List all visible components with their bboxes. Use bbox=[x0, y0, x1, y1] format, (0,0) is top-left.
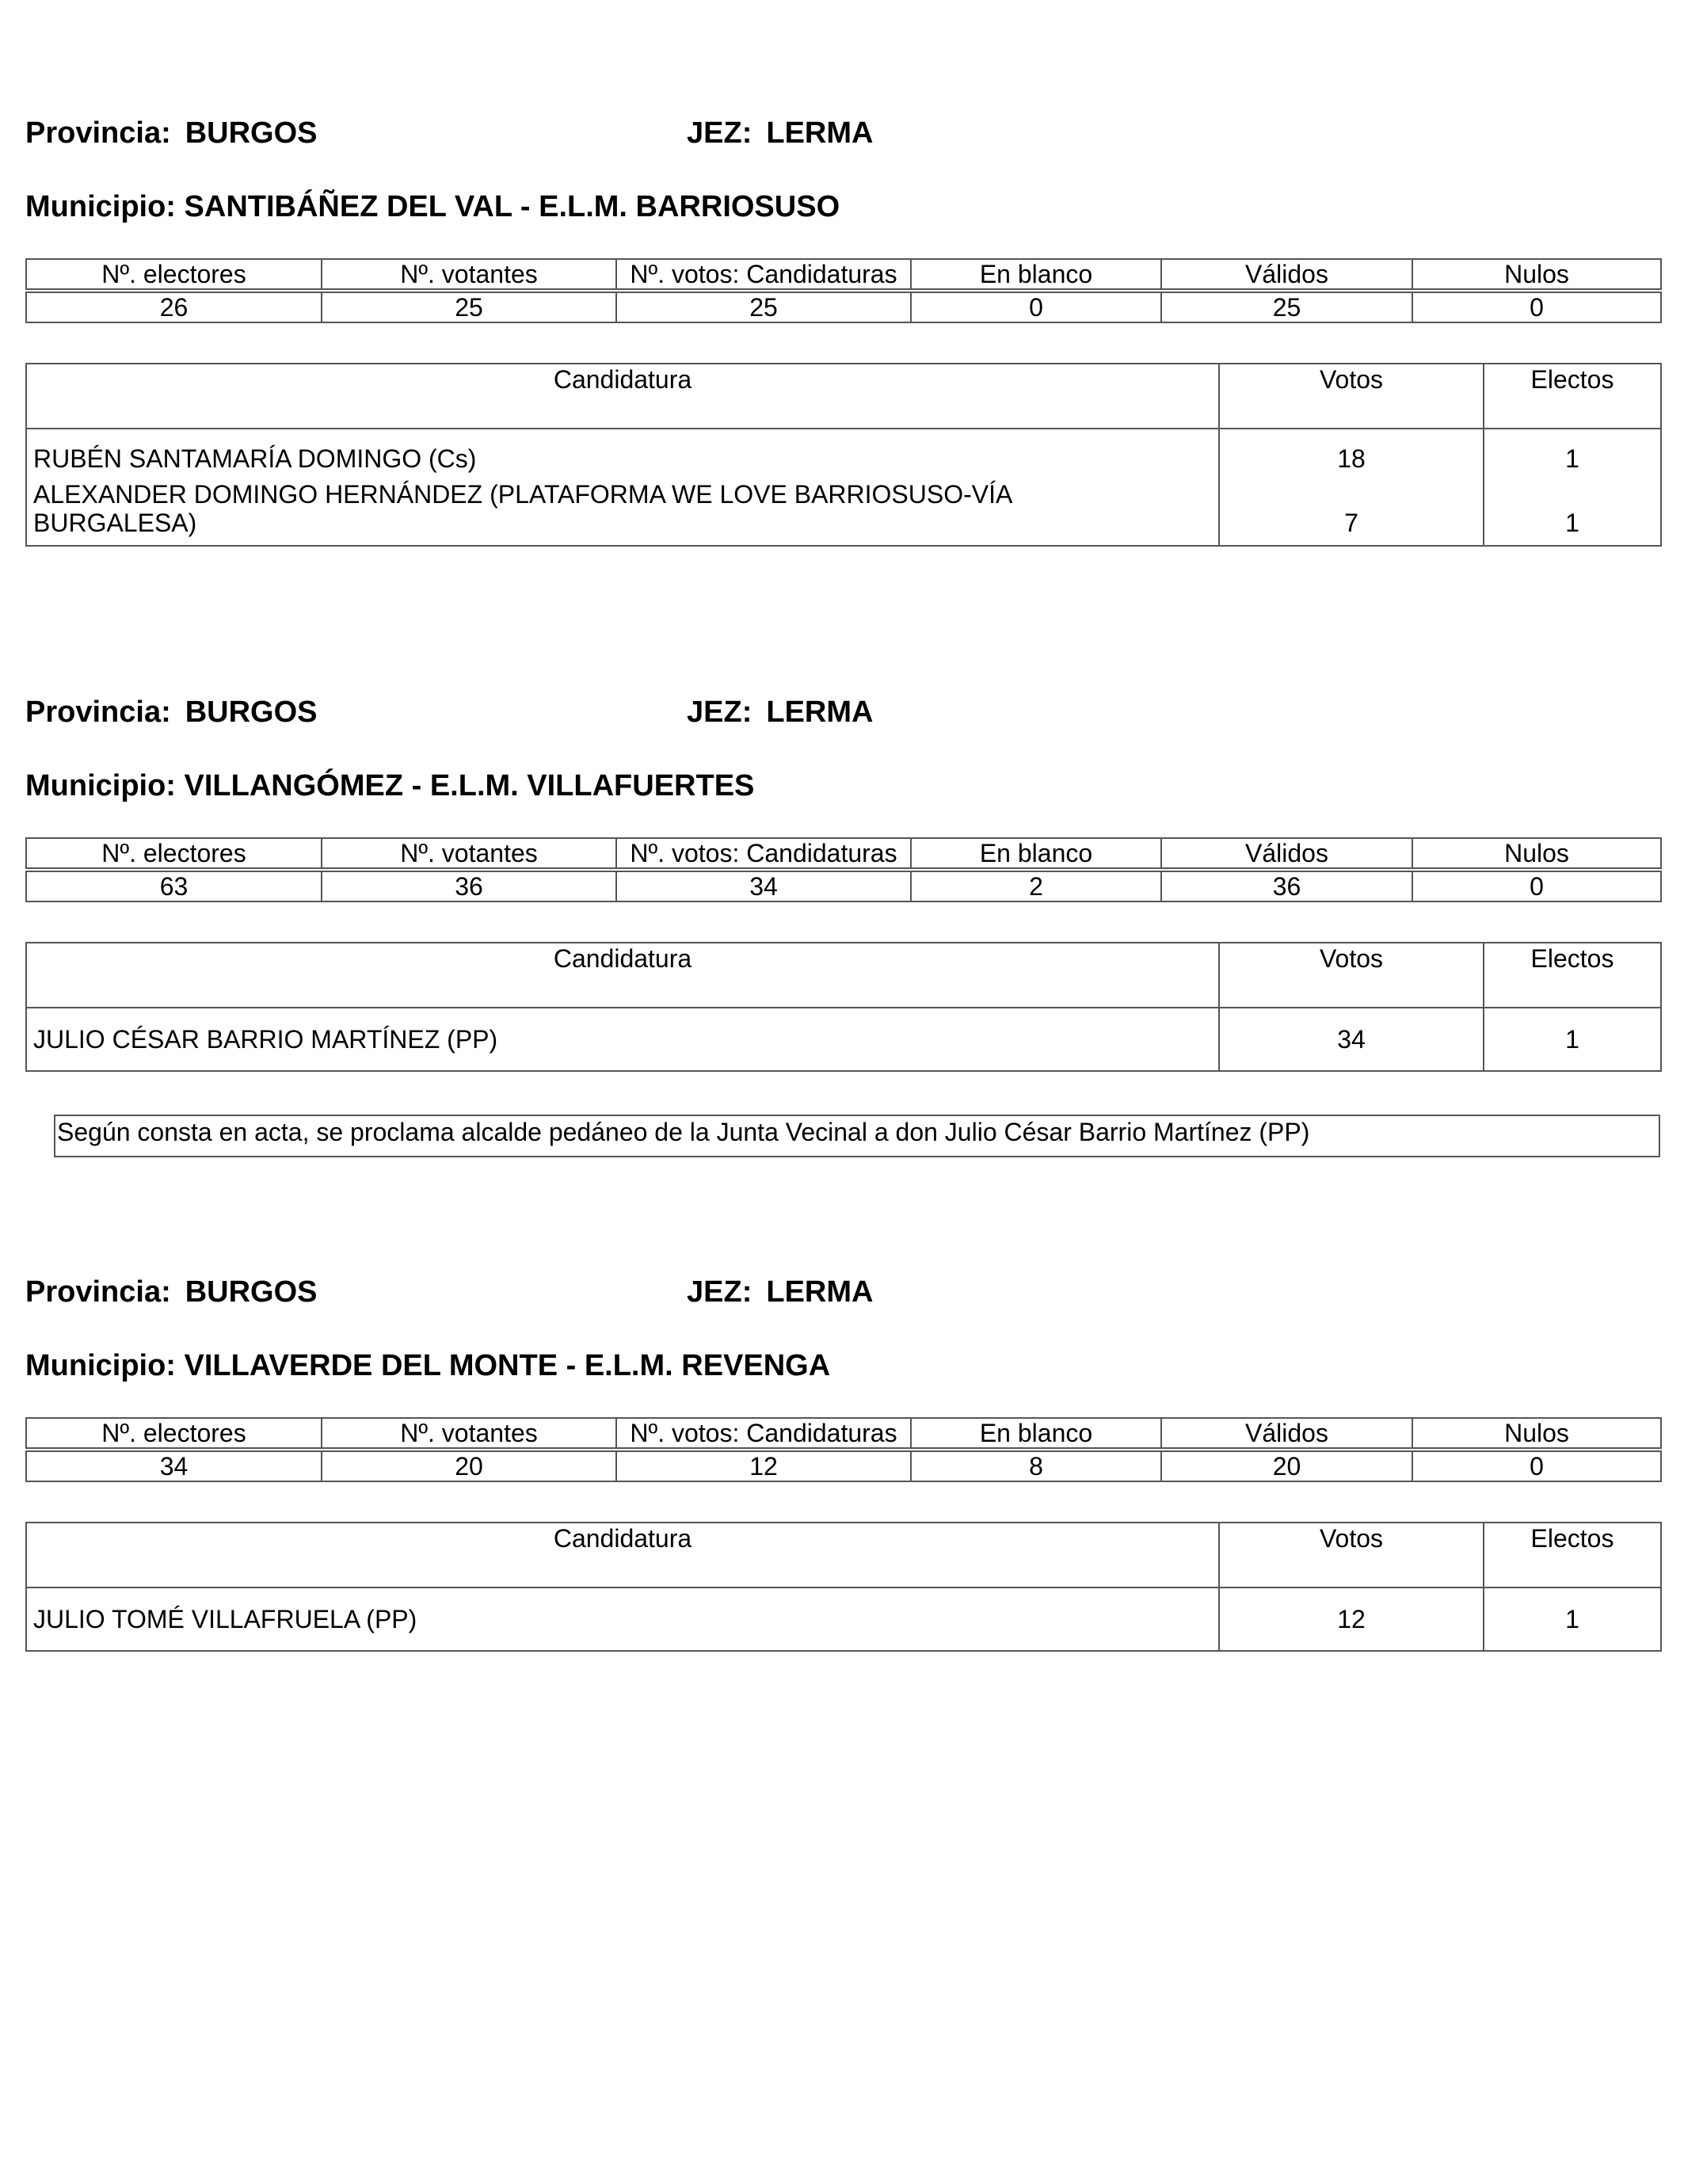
stats-header-cell: Nulos bbox=[1412, 1418, 1661, 1448]
stats-header-cell: Nº. votantes bbox=[322, 838, 616, 868]
stats-header-cell: Nº. votos: Candidaturas bbox=[616, 1418, 911, 1448]
candidatura-header: Candidatura bbox=[26, 943, 1219, 1008]
stats-value-cell: 36 bbox=[1161, 871, 1412, 901]
stats-value-cell: 20 bbox=[322, 1451, 616, 1481]
stats-header-cell: Válidos bbox=[1161, 1418, 1412, 1448]
candidate-electos: 1 bbox=[1484, 473, 1661, 546]
provincia-header bbox=[25, 695, 318, 730]
candidate-votos: 18 bbox=[1219, 429, 1484, 473]
candidates-header-row bbox=[26, 364, 1661, 429]
stats-header-row bbox=[26, 1418, 1661, 1448]
stats-value-cell: 36 bbox=[322, 871, 616, 901]
stats-header-cell: Nº. votos: Candidaturas bbox=[616, 259, 911, 289]
stats-value-cell: 0 bbox=[911, 292, 1161, 322]
candidates-header-row bbox=[26, 943, 1661, 1008]
election-section-3 bbox=[25, 1275, 1660, 1671]
candidate-name: JULIO CÉSAR BARRIO MARTÍNEZ (PP) bbox=[33, 1025, 498, 1054]
provincia-value: BURGOS bbox=[185, 116, 318, 150]
municipio-header bbox=[25, 189, 840, 224]
stats-header-row bbox=[26, 259, 1661, 289]
stats-table bbox=[25, 1417, 1662, 1482]
stats-header-cell: Nulos bbox=[1412, 259, 1661, 289]
candidates-header-row bbox=[26, 1523, 1661, 1587]
stats-header-cell: Nº. votantes bbox=[322, 259, 616, 289]
provincia-value: BURGOS bbox=[185, 696, 318, 729]
stats-value-cell: 34 bbox=[616, 871, 911, 901]
candidates-table bbox=[25, 1522, 1662, 1652]
election-section-2 bbox=[25, 695, 1660, 1170]
stats-header-cell: Nº. votos: Candidaturas bbox=[616, 838, 911, 868]
stats-header-cell: Nº. electores bbox=[26, 259, 322, 289]
stats-header-cell: Válidos bbox=[1161, 838, 1412, 868]
stats-value-cell: 25 bbox=[616, 292, 911, 322]
jez-value: LERMA bbox=[766, 1275, 874, 1309]
jez-value: LERMA bbox=[766, 116, 874, 150]
stats-header-cell: En blanco bbox=[911, 1418, 1161, 1448]
stats-value-cell: 8 bbox=[911, 1451, 1161, 1481]
provincia-header bbox=[25, 1275, 318, 1309]
stats-table bbox=[25, 837, 1662, 902]
candidate-votos: 7 bbox=[1219, 473, 1484, 546]
stats-value-cell: 12 bbox=[616, 1451, 911, 1481]
stats-value-cell: 26 bbox=[26, 292, 322, 322]
provincia-label: Provincia: bbox=[25, 116, 171, 150]
stats-value-row bbox=[26, 292, 1661, 322]
jez-label: JEZ: bbox=[687, 116, 752, 150]
stats-table bbox=[25, 258, 1662, 323]
candidate-row bbox=[26, 1587, 1661, 1651]
stats-value-cell: 2 bbox=[911, 871, 1161, 901]
stats-header-cell: En blanco bbox=[911, 259, 1161, 289]
votos-header: Votos bbox=[1219, 1523, 1484, 1587]
stats-value-cell: 34 bbox=[26, 1451, 322, 1481]
stats-value-cell: 0 bbox=[1412, 292, 1661, 322]
jez-header bbox=[687, 695, 873, 730]
electos-header: Electos bbox=[1484, 943, 1661, 1008]
jez-label: JEZ: bbox=[687, 696, 752, 729]
votos-header: Votos bbox=[1219, 364, 1484, 429]
municipio-value: SANTIBÁÑEZ DEL VAL - E.L.M. BARRIOSUSO bbox=[184, 190, 840, 223]
provincia-label: Provincia: bbox=[25, 696, 171, 729]
candidate-name: JULIO TOMÉ VILLAFRUELA (PP) bbox=[33, 1605, 417, 1633]
provincia-label: Provincia: bbox=[25, 1275, 171, 1309]
stats-value-cell: 25 bbox=[322, 292, 616, 322]
candidate-votos: 34 bbox=[1219, 1008, 1484, 1071]
stats-header-cell: En blanco bbox=[911, 838, 1161, 868]
stats-header-cell: Nº. votantes bbox=[322, 1418, 616, 1448]
election-section-1 bbox=[25, 116, 1660, 575]
provincia-value: BURGOS bbox=[185, 1275, 318, 1309]
municipio-header bbox=[25, 1348, 830, 1383]
candidate-electos: 1 bbox=[1484, 429, 1661, 473]
municipio-value: VILLAVERDE DEL MONTE - E.L.M. REVENGA bbox=[184, 1349, 831, 1382]
candidates-table bbox=[25, 363, 1662, 547]
candidate-name: RUBÉN SANTAMARÍA DOMINGO (Cs) bbox=[33, 444, 477, 473]
stats-value-row bbox=[26, 871, 1661, 901]
candidate-row bbox=[26, 473, 1661, 546]
jez-header bbox=[687, 1275, 873, 1309]
stats-header-cell: Nº. electores bbox=[26, 1418, 322, 1448]
stats-header-cell: Nulos bbox=[1412, 838, 1661, 868]
electos-header: Electos bbox=[1484, 1523, 1661, 1587]
candidate-row bbox=[26, 429, 1661, 473]
votos-header: Votos bbox=[1219, 943, 1484, 1008]
stats-value-cell: 0 bbox=[1412, 1451, 1661, 1481]
provincia-header bbox=[25, 116, 318, 151]
candidatura-header: Candidatura bbox=[26, 1523, 1219, 1587]
jez-value: LERMA bbox=[766, 696, 874, 729]
candidates-table bbox=[25, 942, 1662, 1072]
municipio-label: Municipio: bbox=[25, 190, 176, 223]
candidate-votos: 12 bbox=[1219, 1587, 1484, 1651]
municipio-label: Municipio: bbox=[25, 769, 176, 802]
stats-value-cell: 63 bbox=[26, 871, 322, 901]
proclamation-note: Según consta en acta, se proclama alcalde pedáneo de la Junta Vecinal a don Julio César Barrio Martínez (PP) bbox=[54, 1115, 1660, 1157]
candidate-electos: 1 bbox=[1484, 1008, 1661, 1071]
candidate-row bbox=[26, 1008, 1661, 1071]
candidate-name: ALEXANDER DOMINGO HERNÁNDEZ (PLATAFORMA WE LOVE BARRIOSUSO-VÍA BURGALESA) bbox=[33, 480, 1012, 537]
candidate-electos: 1 bbox=[1484, 1587, 1661, 1651]
municipio-header bbox=[25, 768, 754, 803]
stats-header-cell: Válidos bbox=[1161, 259, 1412, 289]
stats-header-row bbox=[26, 838, 1661, 868]
jez-header bbox=[687, 116, 873, 151]
municipio-label: Municipio: bbox=[25, 1349, 176, 1382]
candidatura-header: Candidatura bbox=[26, 364, 1219, 429]
electos-header: Electos bbox=[1484, 364, 1661, 429]
stats-value-cell: 25 bbox=[1161, 292, 1412, 322]
stats-value-cell: 20 bbox=[1161, 1451, 1412, 1481]
municipio-value: VILLANGÓMEZ - E.L.M. VILLAFUERTES bbox=[184, 769, 755, 802]
stats-value-cell: 0 bbox=[1412, 871, 1661, 901]
stats-value-row bbox=[26, 1451, 1661, 1481]
jez-label: JEZ: bbox=[687, 1275, 752, 1309]
stats-header-cell: Nº. electores bbox=[26, 838, 322, 868]
